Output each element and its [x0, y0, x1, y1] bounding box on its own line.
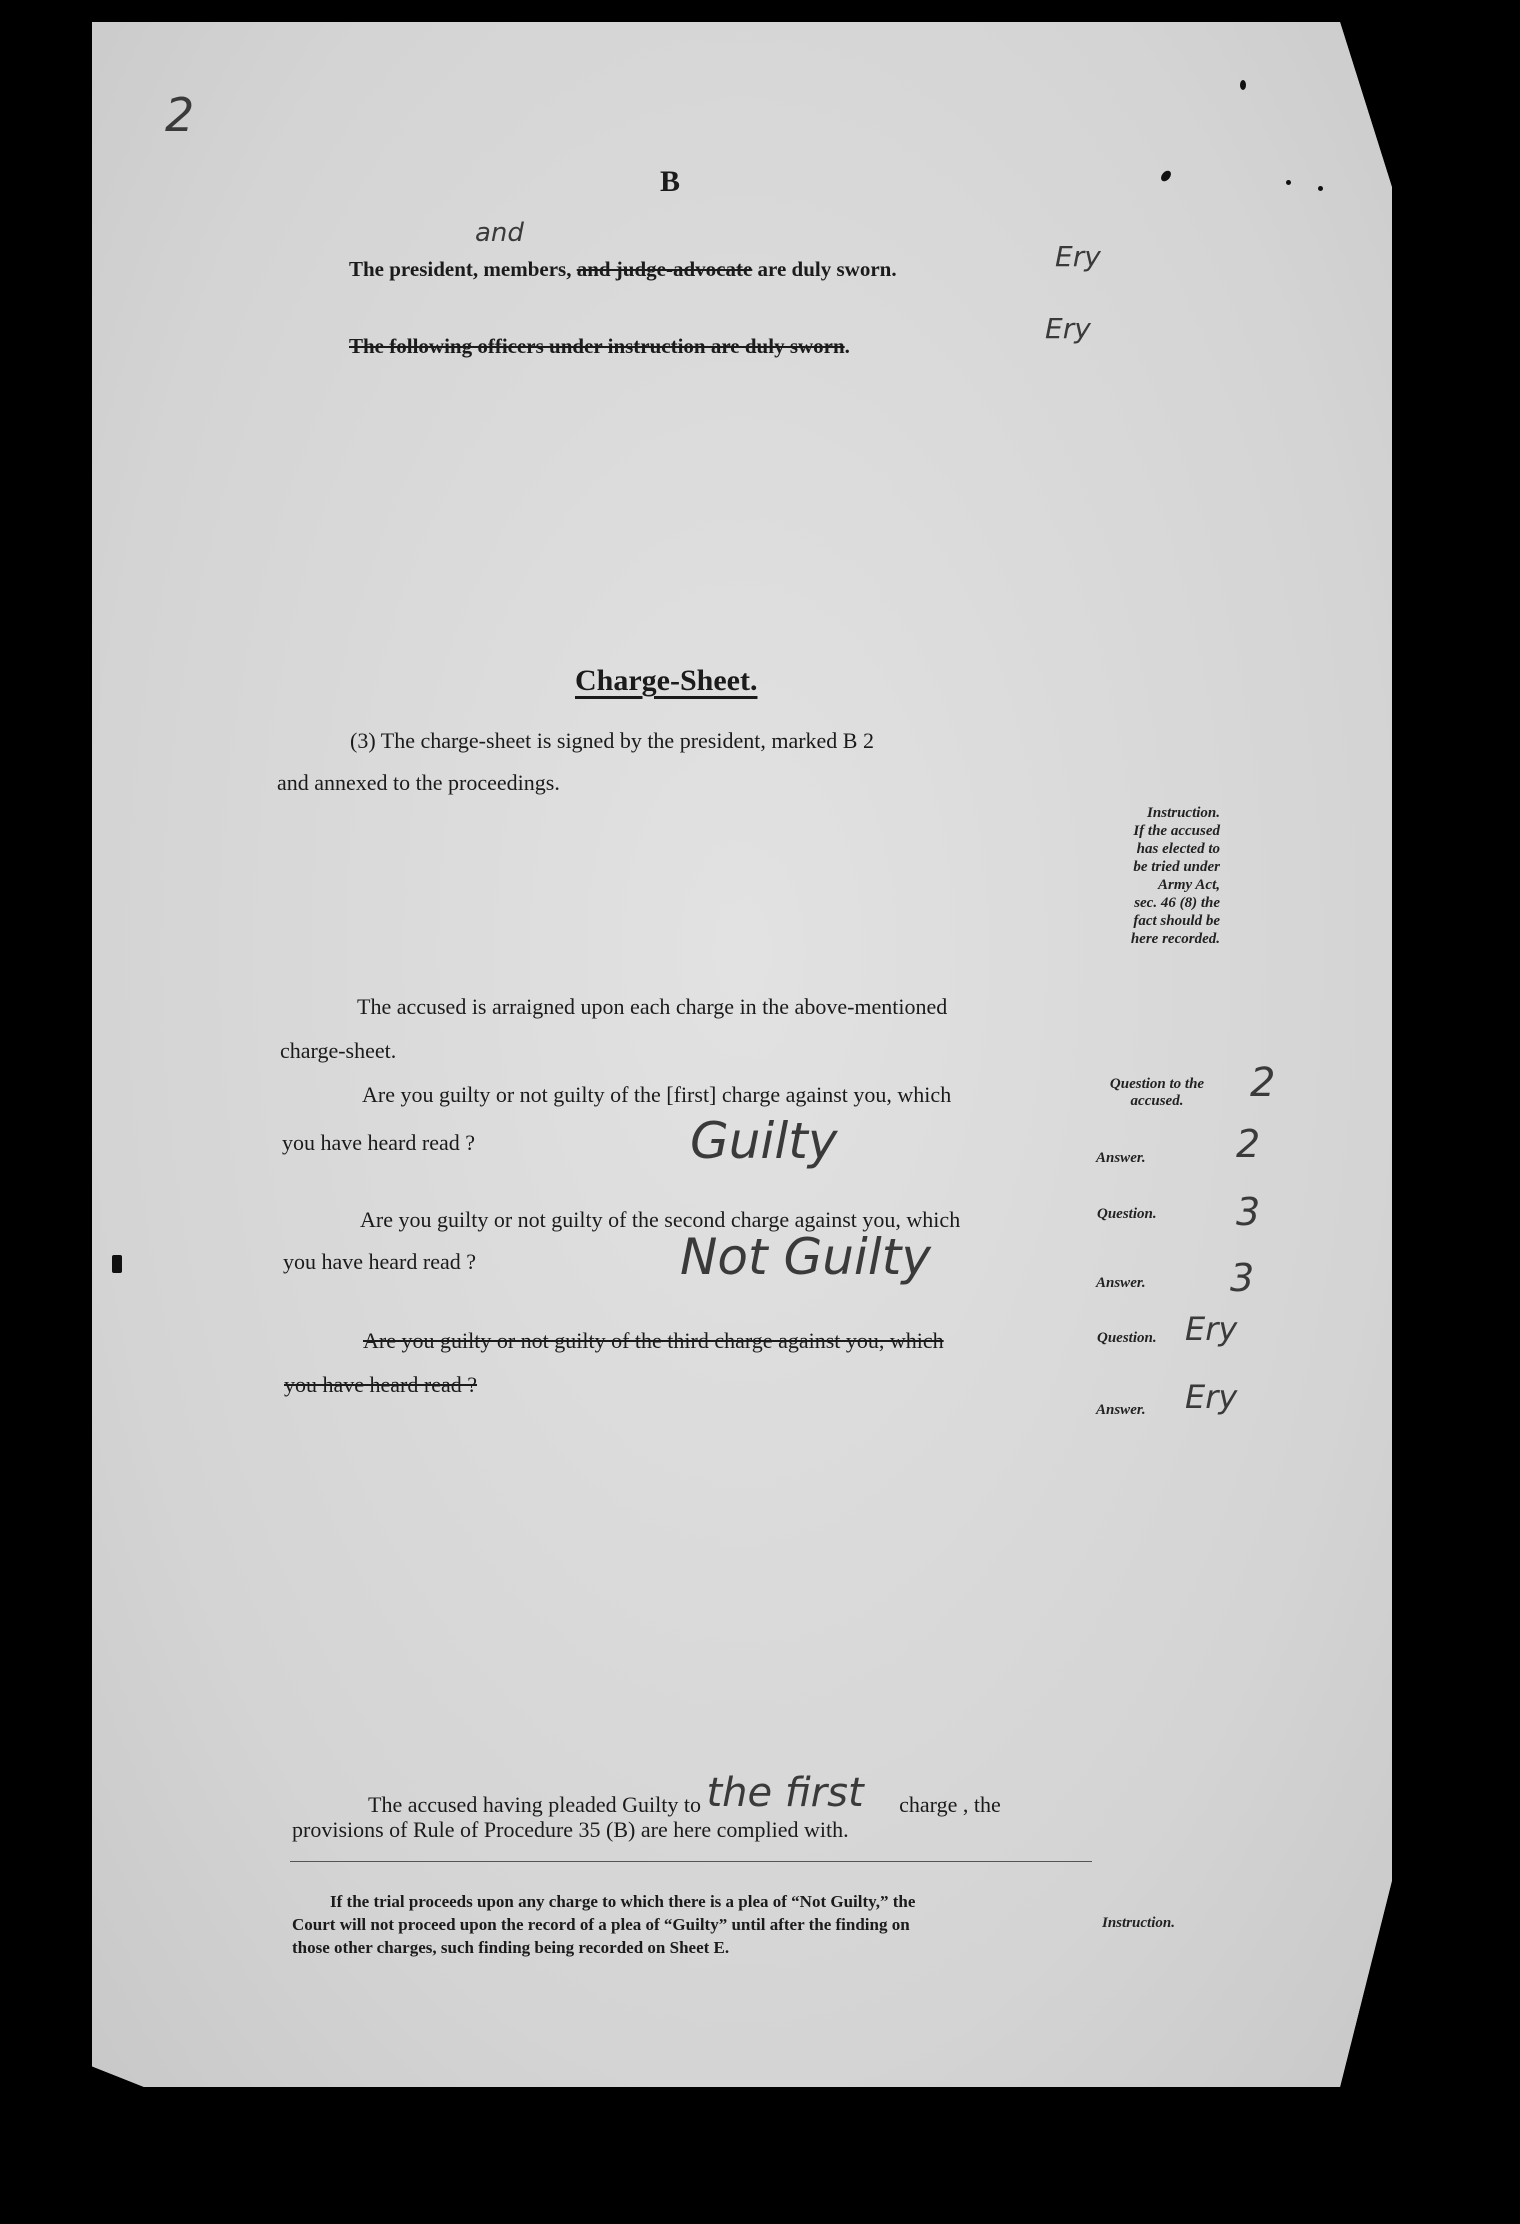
instruction-note-line: has elected to: [1136, 841, 1220, 857]
ink-speck: [112, 1255, 122, 1273]
answer3-mark: Ery: [1185, 1378, 1238, 1416]
margin-mark: Ery: [1045, 312, 1091, 345]
question1-line2: you have heard read ?: [282, 1130, 476, 1155]
sworn-line: [349, 257, 897, 282]
charge-sheet-para-line1: (3) The charge-sheet is signed by the president, marked B 2: [350, 728, 874, 753]
instruction-note-line: Army Act,: [1158, 877, 1220, 893]
pleaded-line1: [368, 1770, 1001, 1822]
instruction-note-line: here recorded.: [1130, 931, 1220, 947]
charge-sheet-para-line2: and annexed to the proceedings.: [277, 770, 560, 795]
answer2-mark: 3: [1230, 1256, 1255, 1300]
pleaded-line2: provisions of Rule of Procedure 35 (B) are here complied with.: [292, 1817, 849, 1842]
arraignment-line1: The accused is arraigned upon each charge in the above-mentioned: [357, 994, 948, 1019]
footer-line1: If the trial proceeds upon any charge to which there is a plea of “Not Guilty,” the: [330, 1892, 916, 1911]
answer3-label: Answer.: [1096, 1402, 1146, 1418]
footer-instruction-label: Instruction.: [1102, 1915, 1175, 1931]
question3-mark: Ery: [1185, 1310, 1238, 1348]
instruction-note-line: Instruction.: [1147, 805, 1220, 821]
officers-line-end: .: [844, 334, 850, 358]
divider-rule: [290, 1861, 1092, 1862]
question3-label: Question.: [1097, 1330, 1157, 1346]
answer1-handwritten: Guilty: [690, 1112, 838, 1170]
instruction-note-line: fact should be: [1133, 913, 1220, 929]
page-number: 2: [165, 88, 195, 142]
sworn-struck-text: and judge-advocate: [576, 257, 753, 281]
sworn-line-middle: , members,: [472, 257, 572, 281]
pleaded-handwritten: the first: [706, 1770, 864, 1816]
question1-line1: Are you guilty or not guilty of the [first] charge against you, which: [362, 1082, 952, 1107]
ink-speck: [1318, 186, 1323, 191]
instruction-note-line: sec. 46 (8) the: [1134, 895, 1220, 911]
pleaded-line1-end: , the: [962, 1792, 1001, 1817]
instruction-note: [1090, 804, 1220, 948]
officers-line: [349, 334, 850, 359]
pleaded-charge-word: charge: [899, 1792, 958, 1817]
arraignment-line2: charge-sheet.: [280, 1038, 397, 1063]
answer1-mark: 2: [1236, 1122, 1261, 1166]
question3-line2: you have heard read ?: [284, 1372, 478, 1397]
pleaded-line1-start: The accused having pleaded Guilty to: [368, 1792, 701, 1817]
question2-mark: 3: [1236, 1190, 1261, 1234]
question2-line2: you have heard read ?: [283, 1249, 477, 1274]
question2-line1: Are you guilty or not guilty of the second charge against you, which: [360, 1207, 961, 1232]
handwritten-insertion: and: [475, 218, 524, 248]
question3-line1: Are you guilty or not guilty of the third charge against you, which: [363, 1328, 944, 1353]
instruction-note-line: If the accused: [1133, 823, 1220, 839]
sworn-line-start: The president: [349, 257, 473, 281]
question2-label: Question.: [1097, 1206, 1157, 1222]
sworn-line-end: are duly sworn.: [757, 257, 897, 281]
answer1-label: Answer.: [1096, 1150, 1146, 1166]
footer-line3: those other charges, such finding being recorded on Sheet E.: [292, 1938, 730, 1957]
answer2-label: Answer.: [1096, 1275, 1146, 1291]
ink-speck: [1240, 80, 1246, 90]
margin-mark: Ery: [1055, 240, 1101, 273]
question1-label: Question to the accused.: [1109, 1076, 1205, 1109]
charge-sheet-title: Charge-Sheet.: [575, 664, 758, 697]
ink-speck: [1286, 180, 1291, 185]
question1-mark: 2: [1250, 1060, 1276, 1106]
footer-line2: Court will not proceed upon the record of a plea of “Guilty” until after the finding on: [292, 1915, 910, 1934]
instruction-note-line: be tried under: [1133, 859, 1220, 875]
answer2-handwritten: Not Guilty: [680, 1228, 931, 1286]
section-heading: B: [660, 165, 681, 198]
officers-struck-text: The following officers under instruction are duly sworn: [349, 334, 845, 358]
